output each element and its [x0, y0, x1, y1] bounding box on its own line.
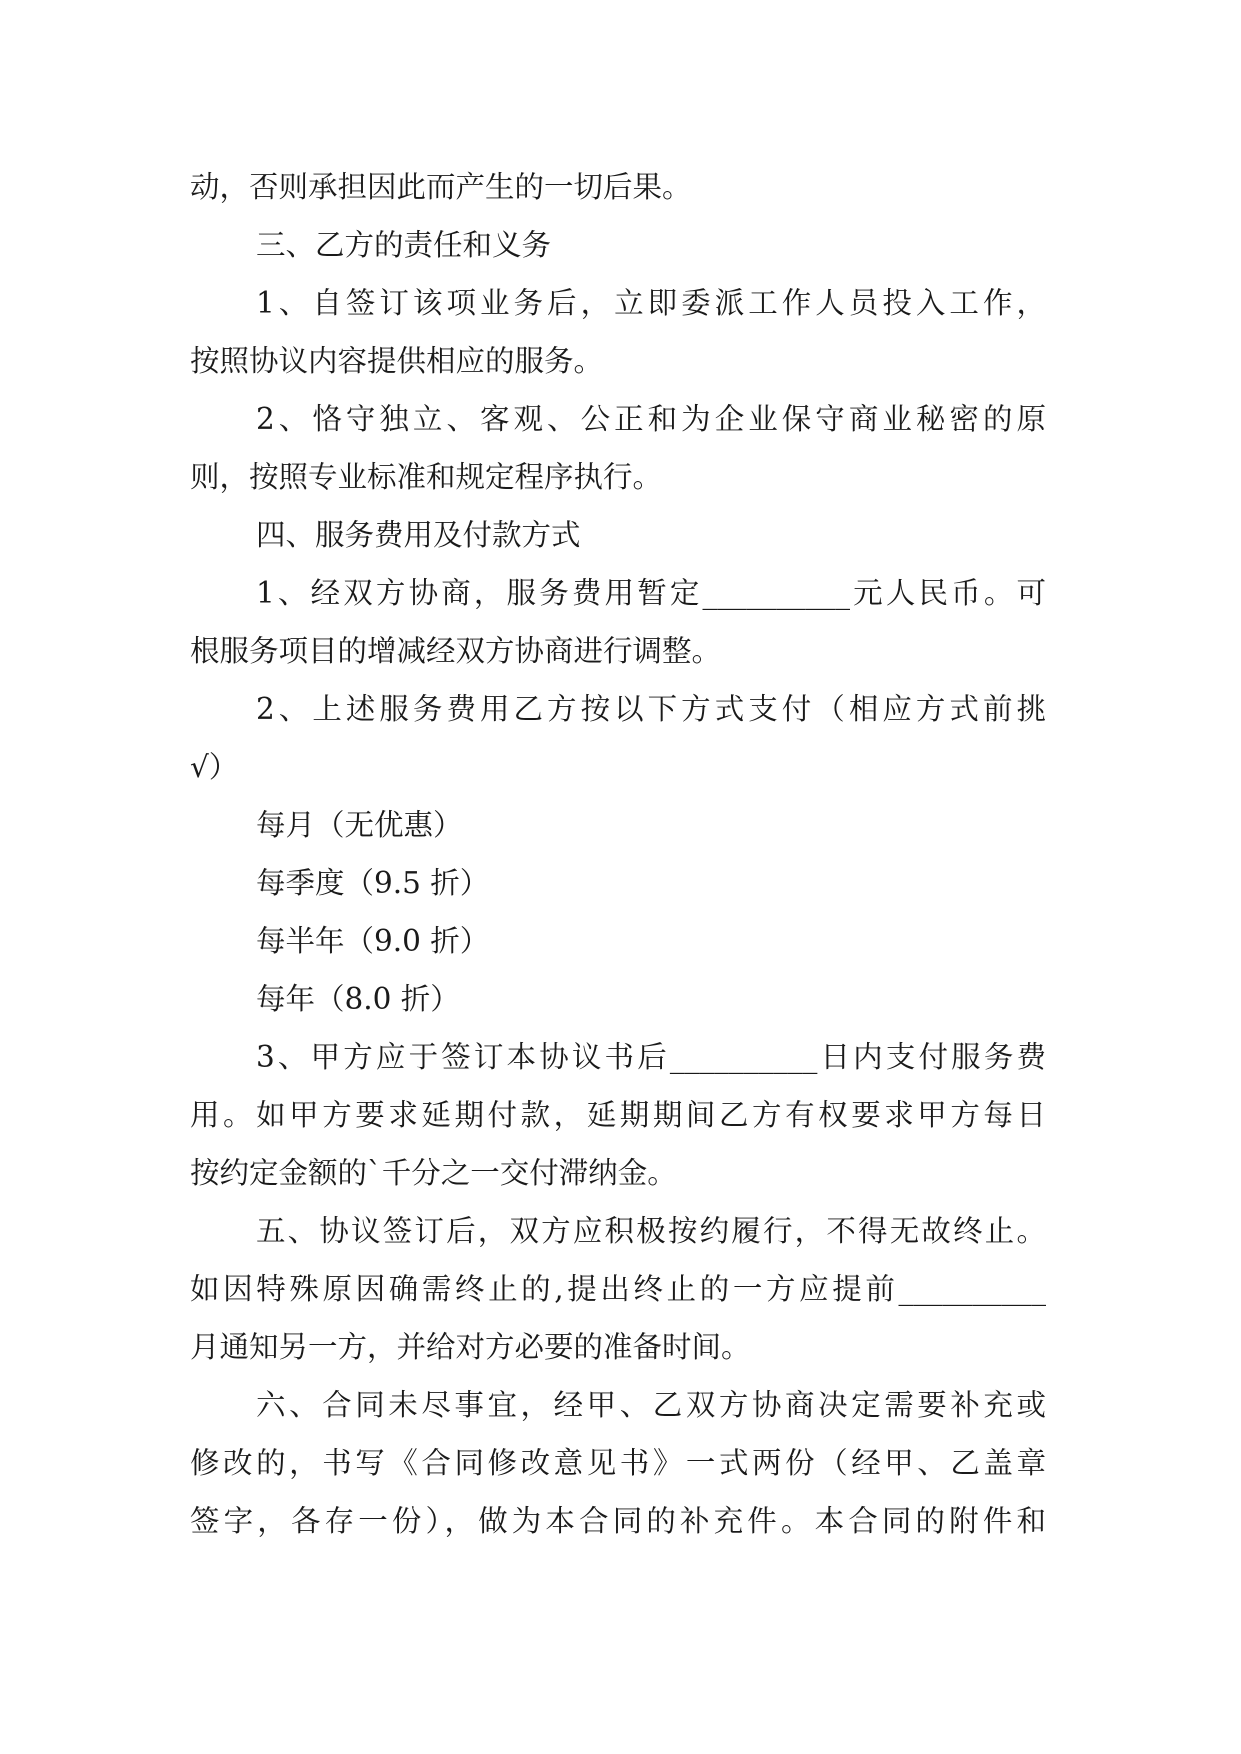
clause-4-3-line-3: 按约定金额的`千分之一交付滞纳金。	[190, 1156, 677, 1190]
payment-option-yearly: 每年（8.0 折）	[256, 982, 460, 1016]
section-6-line-3: 签字，各存一份），做为本合同的补充件。本合同的附件和	[190, 1504, 1046, 1538]
contract-body	[190, 158, 1046, 1550]
payment-option-quarterly: 每季度（9.5 折）	[256, 866, 490, 900]
section-5-line-3: 月通知另一方，并给对方必要的准备时间。	[190, 1330, 751, 1364]
clause-3-2-line-1: 2、恪守独立、客观、公正和为企业保守商业秘密的原	[256, 402, 1046, 436]
section-6-line-2: 修改的，书写《合同修改意见书》一式两份（经甲、乙盖章	[190, 1446, 1046, 1480]
clause-4-1-line-2: 根服务项目的增减经双方协商进行调整。	[190, 634, 722, 668]
clause-4-3-line-1: 3、甲方应于签订本协议书后__________日内支付服务费	[256, 1040, 1046, 1074]
section-6-line-1: 六、合同未尽事宜，经甲、乙双方协商决定需要补充或	[256, 1388, 1046, 1422]
clause-4-2-line-1: 2、上述服务费用乙方按以下方式支付（相应方式前挑	[256, 692, 1046, 726]
section-5-line-1: 五、协议签订后，双方应积极按约履行，不得无故终止。	[256, 1214, 1046, 1248]
clause-4-2-line-2: √）	[190, 750, 239, 784]
section-5-line-2: 如因特殊原因确需终止的,提出终止的一方应提前__________	[190, 1272, 1046, 1306]
payment-option-monthly: 每月（无优惠）	[256, 808, 463, 842]
clause-3-2-line-2: 则，按照专业标准和规定程序执行。	[190, 460, 663, 494]
clause-4-1-line-1: 1、经双方协商，服务费用暂定__________元人民币。可	[256, 576, 1046, 610]
payment-option-half-year: 每半年（9.0 折）	[256, 924, 490, 958]
body-line-1: 动，否则承担因此而产生的一切后果。	[190, 170, 692, 204]
section-heading-4: 四、服务费用及付款方式	[256, 518, 581, 552]
clause-3-1-line-1: 1、自签订该项业务后，立即委派工作人员投入工作，	[256, 286, 1046, 320]
clause-4-3-line-2: 用。如甲方要求延期付款，延期期间乙方有权要求甲方每日	[190, 1098, 1046, 1132]
clause-3-1-line-2: 按照协议内容提供相应的服务。	[190, 344, 604, 378]
section-heading-3: 三、乙方的责任和义务	[256, 228, 552, 262]
